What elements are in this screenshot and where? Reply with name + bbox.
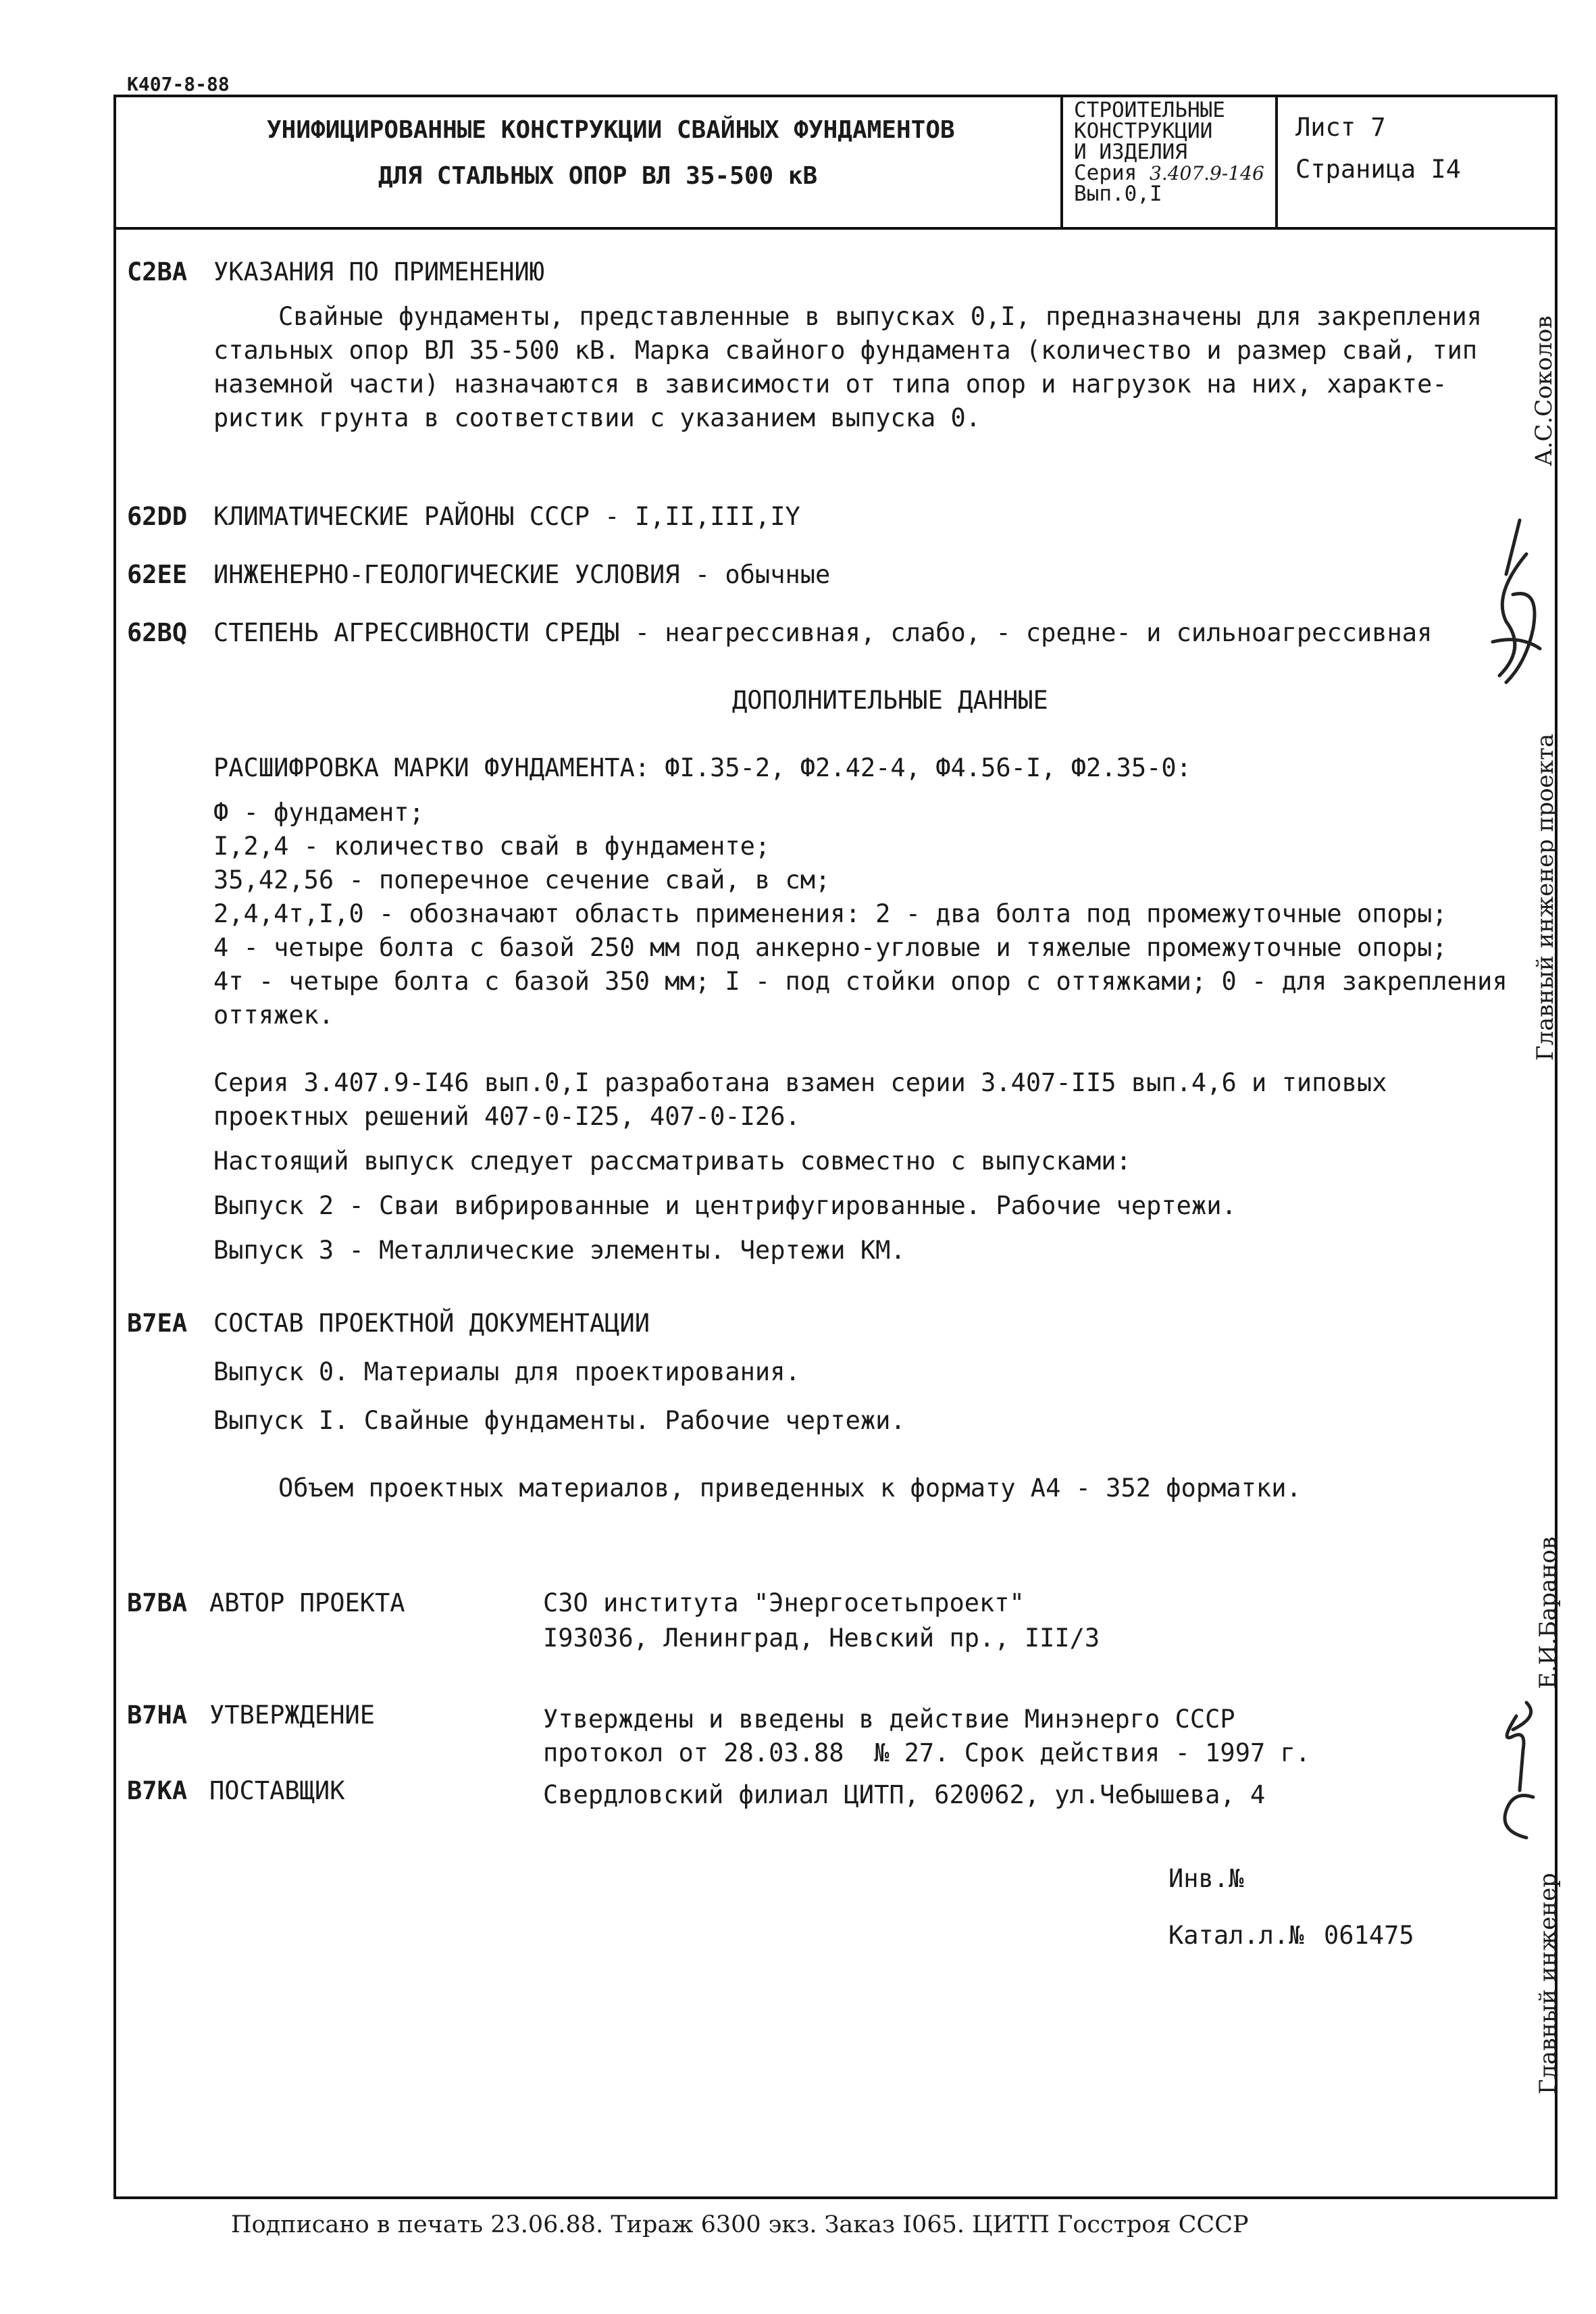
usage-title: УКАЗАНИЯ ПО ПРИМЕНЕНИЮ	[213, 257, 545, 286]
approval-code: В7НА	[127, 1701, 188, 1730]
side-bottom-role: Главный инженер	[1535, 1873, 1562, 2094]
aggression-text: СТЕПЕНЬ АГРЕССИВНОСТИ СРЕДЫ - неагрессивная, слабо, - средне- и сильноагрессивная	[213, 618, 1433, 647]
catalog-label: Катал.л.№	[1168, 1921, 1304, 1950]
footer-imprint: Подписано в печать 23.06.88. Тираж 6300 экз. Заказ I065. ЦИТП Госстроя СССР	[231, 2211, 1249, 2238]
geology-text: ИНЖЕНЕРНО-ГЕОЛОГИЧЕСКИЕ УСЛОВИЯ - обычные	[213, 560, 831, 589]
header-divider-2	[1275, 95, 1278, 228]
header-title-line2: ДЛЯ СТАЛЬНЫХ ОПОР ВЛ 35-500 кВ	[378, 162, 818, 190]
composition-title: СОСТАВ ПРОЕКТНОЙ ДОКУМЕНТАЦИИ	[213, 1309, 650, 1338]
supplier-label: ПОСТАВЩИК	[209, 1776, 345, 1805]
climate-text: КЛИМАТИЧЕСКИЕ РАЙОНЫ СССР - I,II,III,IY	[213, 502, 800, 531]
marking-line-4: 2,4,4т,I,0 - обозначают область применения: 2 - два болта под промежуточные опоры;	[213, 899, 1447, 928]
series-label: Серия	[1074, 161, 1137, 185]
marking-line-5: 4 - четыре болта с базой 250 мм под анкерно-угловые и тяжелые промежуточные опоры;	[213, 933, 1447, 962]
header-title-line1: УНИФИЦИРОВАННЫЕ КОНСТРУКЦИИ СВАЙНЫХ ФУНДАМЕНТОВ	[267, 116, 955, 144]
marking-title: РАСШИФРОВКА МАРКИ ФУНДАМЕНТА: ФI.35-2, Ф2.42-4, Ф4.56-I, Ф2.35-0:	[213, 753, 1191, 782]
inventory-label: Инв.№	[1168, 1864, 1244, 1893]
marking-line-6: 4т - четыре болта с базой 350 мм; I - под стойки опор с оттяжками; 0 - для закрепления	[213, 967, 1508, 996]
approval-label: УТВЕРЖДЕНИЕ	[209, 1701, 376, 1730]
category-line3: И ИЗДЕЛИЯ	[1074, 140, 1187, 164]
signature-bottom	[1486, 1689, 1547, 1851]
geology-code: 62ЕЕ	[127, 560, 188, 589]
category-line2: КОНСТРУКЦИИ	[1074, 119, 1213, 143]
additional-heading: ДОПОЛНИТЕЛЬНЫЕ ДАННЫЕ	[732, 686, 1048, 715]
header-divider-1	[1060, 95, 1063, 228]
aggression-code: 62ВQ	[127, 618, 188, 647]
usage-code: С2ВА	[127, 257, 188, 286]
composition-code: В7ЕА	[127, 1309, 188, 1338]
supplier-line-1: Свердловский филиал ЦИТП, 620062, ул.Чебышева, 4	[543, 1780, 1266, 1809]
series-value: 3.407.9-146	[1150, 162, 1264, 184]
side-bottom-name: Е.И.Баранов	[1535, 1536, 1562, 1689]
issue-3-line: Выпуск 3 - Металлические элементы. Чертежи КМ.	[213, 1236, 906, 1265]
author-line-1: СЗО института "Энергосетьпроект"	[543, 1588, 1025, 1617]
catalog-value: 061475	[1324, 1921, 1414, 1950]
category-line1: СТРОИТЕЛЬНЫЕ	[1074, 98, 1225, 122]
joint-issues-line: Настоящий выпуск следует рассматривать совместно с выпусками:	[213, 1147, 1131, 1176]
composition-volume: Объем проектных материалов, приведенных к формату А4 - 352 форматки.	[278, 1474, 1302, 1503]
issue-2-line: Выпуск 2 - Сваи вибрированные и центрифугированные. Рабочие чертежи.	[213, 1191, 1237, 1220]
marking-line-1: Ф - фундамент;	[213, 798, 424, 827]
series-replacement-line-1: Серия 3.407.9-I46 вып.0,I разработана взамен серии 3.407-II5 вып.4,6 и типовых	[213, 1068, 1387, 1097]
author-label: АВТОР ПРОЕКТА	[209, 1588, 405, 1617]
climate-code: 62DD	[127, 502, 188, 531]
supplier-code: В7КА	[127, 1776, 188, 1805]
composition-issue-0: Выпуск 0. Материалы для проектирования.	[213, 1357, 800, 1386]
document-number: К407-8-88	[127, 73, 230, 95]
series-row	[1074, 163, 1264, 184]
composition-issue-1: Выпуск I. Свайные фундаменты. Рабочие чертежи.	[213, 1406, 906, 1435]
author-line-2: I93036, Ленинград, Невский пр., III/3	[543, 1624, 1100, 1653]
header-category-cell	[1074, 100, 1264, 205]
marking-line-2: I,2,4 - количество свай в фундаменте;	[213, 832, 771, 861]
usage-line-2: стальных опор ВЛ 35-500 кВ. Марка свайного фундамента (количество и размер свай, тип	[213, 336, 1478, 365]
side-top-role: Главный инженер проекта	[1532, 733, 1559, 1061]
marking-line-3: 35,42,56 - поперечное сечение свай, в см;	[213, 865, 831, 895]
issue-value: Вып.0,I	[1074, 182, 1162, 206]
approval-line-1: Утверждены и введены в действие Минэнерго СССР	[543, 1705, 1235, 1734]
approval-line-2: протокол от 28.03.88 № 27. Срок действия - 1997 г.	[543, 1738, 1311, 1767]
usage-line-1: Свайные фундаменты, представленные в выпусках 0,I, предназначены для закрепления	[278, 302, 1483, 331]
header-bottom-line	[113, 227, 1558, 230]
marking-line-7: оттяжек.	[213, 1001, 334, 1030]
usage-line-4: ристик грунта в соответствии с указанием выпуска 0.	[213, 403, 981, 432]
series-replacement-line-2: проектных решений 407-0-I25, 407-0-I26.	[213, 1102, 800, 1131]
page-number: Страница I4	[1295, 155, 1462, 184]
sheet-number: Лист 7	[1295, 113, 1386, 142]
side-top-name: А.С.Соколов	[1530, 316, 1558, 466]
author-code: В7ВА	[127, 1588, 188, 1617]
usage-line-3: наземной части) назначаются в зависимости от типа опор и нагрузок на них, характе-	[213, 370, 1447, 399]
signature-top	[1479, 513, 1553, 689]
